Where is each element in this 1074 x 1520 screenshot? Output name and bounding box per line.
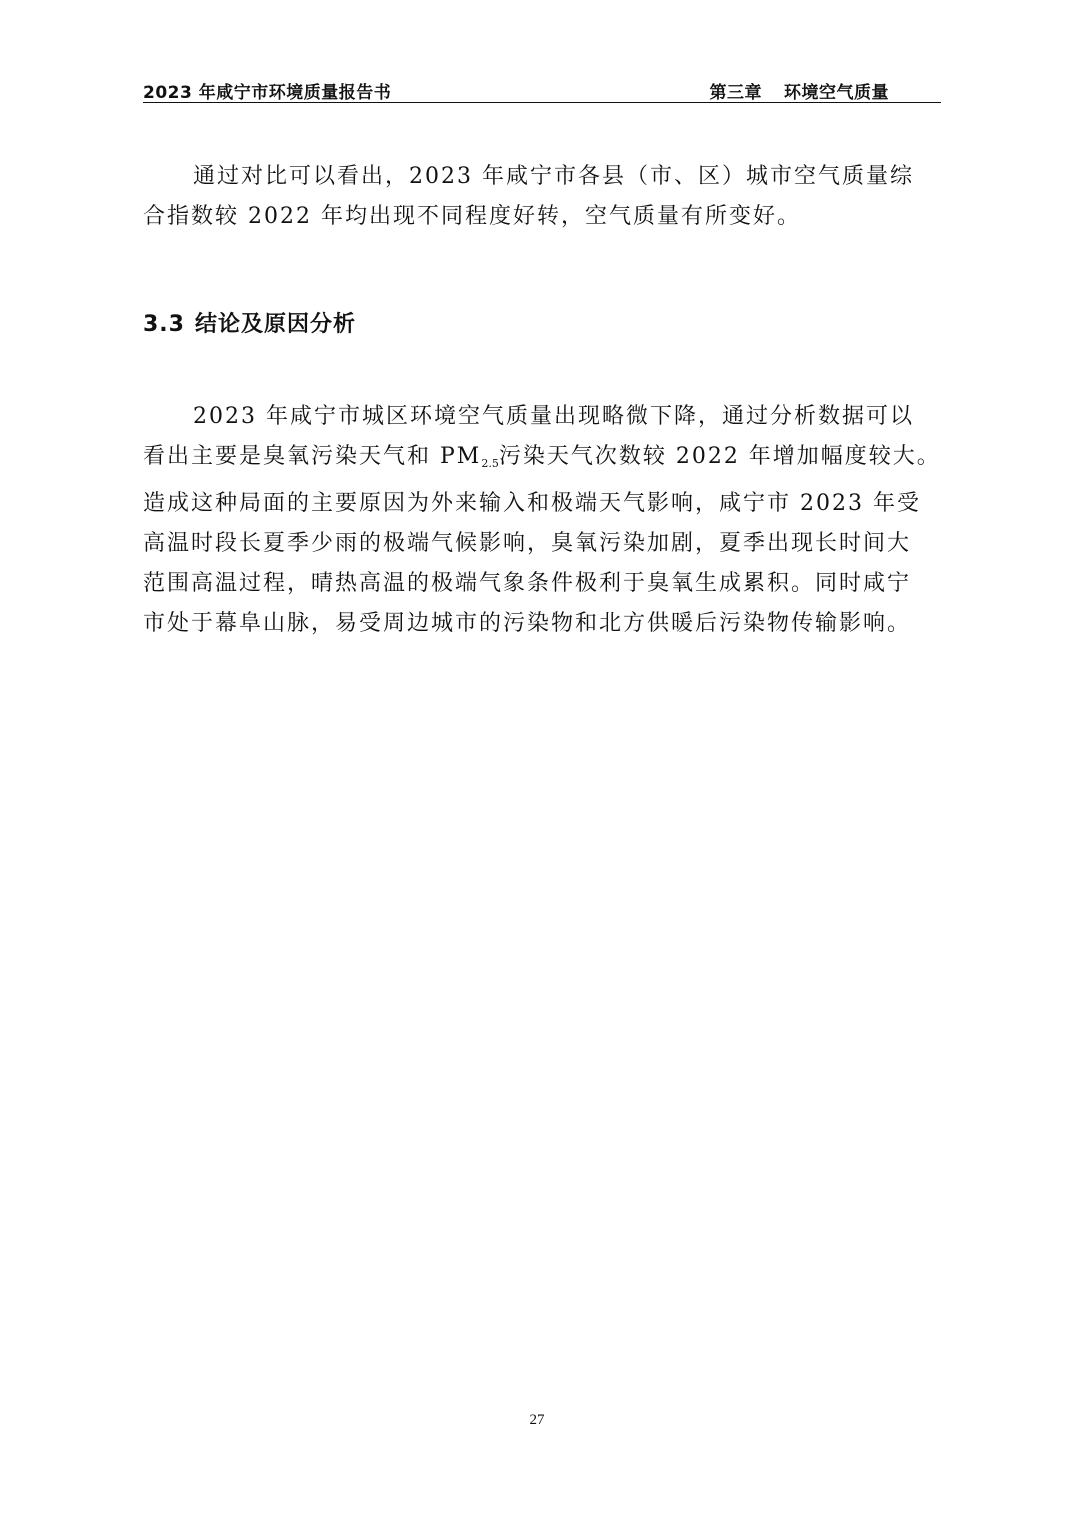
section-title: 结论及原因分析 xyxy=(194,312,356,337)
paragraph-conclusion xyxy=(143,397,941,644)
running-header xyxy=(143,74,941,103)
paragraph-line xyxy=(143,437,941,484)
paragraph-line: 高温时段长夏季少雨的极端气候影响，臭氧污染加剧，夏季出现长时间大 xyxy=(143,531,912,556)
section-heading xyxy=(143,307,356,338)
page-number: 27 xyxy=(529,1412,545,1428)
section-number: 3.3 xyxy=(143,312,185,337)
paragraph-line: 市处于幕阜山脉，易受周边城市的污染物和北方供暖后污染物传输影响。 xyxy=(143,611,912,636)
paragraph-line: 造成这种局面的主要原因为外来输入和极端天气影响，咸宁市 2023 年受 xyxy=(143,491,921,516)
pm-subscript: 2.5 xyxy=(481,457,499,470)
header-chapter-number: 第三章 xyxy=(709,83,762,103)
header-chapter-title: 环境空气质量 xyxy=(784,83,889,103)
line-text: 看出主要是臭氧污染天气和 PM xyxy=(143,444,482,469)
header-report-title: 2023 年咸宁市环境质量报告书 xyxy=(143,83,392,103)
paragraph-comparison xyxy=(143,157,941,237)
paragraph-line: 范围高温过程，晴热高温的极端气象条件极利于臭氧生成累积。同时咸宁 xyxy=(143,571,912,596)
paragraph-line: 合指数较 2022 年均出现不同程度好转，空气质量有所变好。 xyxy=(143,204,801,229)
paragraph-line: 2023 年咸宁市城区环境空气质量出现略微下降，通过分析数据可以 xyxy=(193,404,914,429)
header-chapter xyxy=(710,78,890,103)
line-text: 污染天气次数较 2022 年增加幅度较大。 xyxy=(498,444,941,469)
paragraph-line: 通过对比可以看出，2023 年咸宁市各县（市、区）城市空气质量综 xyxy=(193,164,914,189)
